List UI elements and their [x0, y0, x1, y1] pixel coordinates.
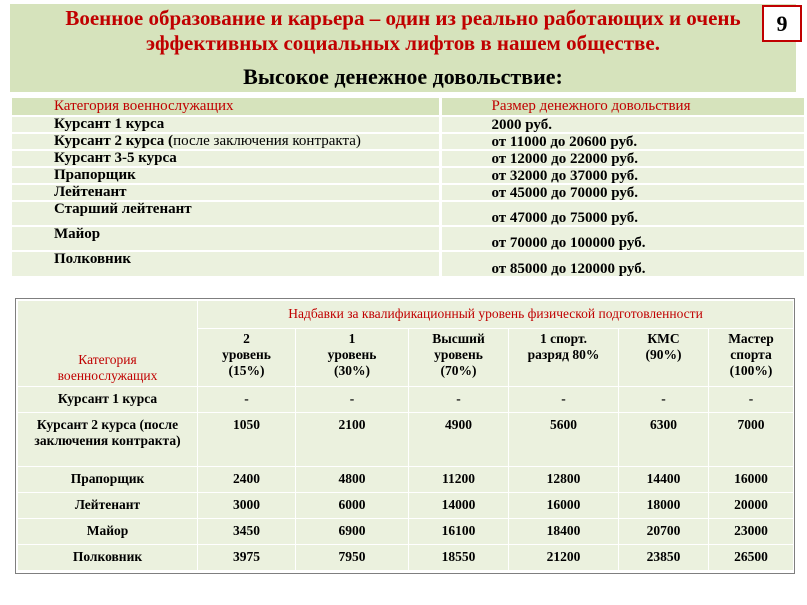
salary-header-category: Категория военнослужащих [12, 97, 440, 116]
bonus-value: 3450 [198, 519, 296, 545]
page-number-badge: 9 [762, 5, 802, 42]
salary-category-label: Старший лейтенант [54, 201, 192, 217]
bonus-value: 16100 [409, 519, 509, 545]
bonus-row-category: Лейтенант [18, 493, 198, 519]
bonus-header-category: Категория военнослужащих [18, 301, 198, 387]
bonus-value: - [198, 387, 296, 413]
salary-row [12, 251, 804, 277]
bonus-row [18, 493, 794, 519]
bonus-value: 2400 [198, 467, 296, 493]
bonus-value: - [509, 387, 619, 413]
bonus-value: 23850 [619, 545, 709, 571]
salary-row [12, 167, 804, 184]
salary-table-header [12, 97, 804, 116]
bonus-value: 4800 [296, 467, 409, 493]
bonus-value: - [296, 387, 409, 413]
bonus-value: 16000 [709, 467, 794, 493]
salary-category-label: Полковник [54, 251, 131, 267]
bonus-value: 14000 [409, 493, 509, 519]
salary-row [12, 201, 804, 226]
bonus-row-category: Полковник [18, 545, 198, 571]
bonus-column-header: Высший уровень (70%) [409, 329, 509, 387]
salary-amount: от 70000 до 100000 руб. [440, 226, 804, 251]
page-subtitle: Высокое денежное довольствие: [243, 64, 563, 89]
bonus-row-category: Курсант 1 курса [18, 387, 198, 413]
salary-category [12, 184, 440, 201]
bonus-column-header: КМС (90%) [619, 329, 709, 387]
bonus-header-group: Надбавки за квалификационный уровень физической подготовленности [198, 301, 794, 329]
salary-category [12, 150, 440, 167]
bonus-value: - [409, 387, 509, 413]
bonus-row [18, 467, 794, 493]
bonus-value: - [619, 387, 709, 413]
salary-category-label: Лейтенант [54, 184, 127, 200]
salary-category [12, 251, 440, 277]
bonus-row [18, 519, 794, 545]
bonus-value: 18550 [409, 545, 509, 571]
bonus-value: 18400 [509, 519, 619, 545]
salary-category [12, 201, 440, 226]
bonus-row-category: Майор [18, 519, 198, 545]
bonus-value: 2100 [296, 413, 409, 467]
bonus-column-header: 1 спорт. разряд 80% [509, 329, 619, 387]
bonus-value: 20000 [709, 493, 794, 519]
bonus-value: 11200 [409, 467, 509, 493]
bonus-value: 7950 [296, 545, 409, 571]
salary-category [12, 116, 440, 133]
salary-table [12, 96, 804, 278]
bonus-header-row [18, 301, 794, 329]
salary-amount: от 47000 до 75000 руб. [440, 201, 804, 226]
bonus-value: 3000 [198, 493, 296, 519]
bonus-value: 20700 [619, 519, 709, 545]
bonus-value: - [709, 387, 794, 413]
bonus-row-category: Курсант 2 курса (после заключения контракта) [18, 413, 198, 467]
salary-row [12, 226, 804, 251]
salary-category-label: Майор [54, 226, 101, 242]
bonus-row [18, 545, 794, 571]
bonus-column-header: 1 уровень (30%) [296, 329, 409, 387]
bonus-value: 16000 [509, 493, 619, 519]
bonus-value: 21200 [509, 545, 619, 571]
bonus-value: 6300 [619, 413, 709, 467]
bonus-table [17, 300, 794, 571]
bonus-column-header: Мастер спорта (100%) [709, 329, 794, 387]
page-title: Военное образование и карьера – один из реально работающих и очень эффективных социальных лифтов в нашем обществе. [65, 6, 741, 55]
salary-amount: от 45000 до 70000 руб. [440, 184, 804, 201]
bonus-value: 23000 [709, 519, 794, 545]
bonus-row [18, 413, 794, 467]
bonus-value: 4900 [409, 413, 509, 467]
bonus-row-category: Прапорщик [18, 467, 198, 493]
bonus-column-header: 2 уровень (15%) [198, 329, 296, 387]
salary-category-label: Курсант 2 курса ( [54, 133, 174, 149]
bonus-row [18, 387, 794, 413]
salary-row [12, 150, 804, 167]
salary-amount: от 85000 до 120000 руб. [440, 251, 804, 277]
salary-category [12, 226, 440, 251]
salary-row [12, 116, 804, 133]
salary-amount: от 12000 до 22000 руб. [440, 150, 804, 167]
bonus-value: 3975 [198, 545, 296, 571]
salary-category [12, 133, 440, 150]
bonus-value: 7000 [709, 413, 794, 467]
salary-amount: 2000 руб. [440, 116, 804, 133]
bonus-value: 6000 [296, 493, 409, 519]
bonus-value: 6900 [296, 519, 409, 545]
salary-category [12, 167, 440, 184]
salary-category-label: Прапорщик [54, 167, 136, 183]
salary-category-label: Курсант 3-5 курса [54, 150, 177, 166]
salary-category-note: после заключения контракта) [173, 133, 361, 149]
bonus-value: 1050 [198, 413, 296, 467]
salary-row [12, 184, 804, 201]
bonus-value: 26500 [709, 545, 794, 571]
salary-header-amount: Размер денежного довольствия [440, 97, 804, 116]
bonus-value: 14400 [619, 467, 709, 493]
bonus-value: 18000 [619, 493, 709, 519]
salary-row [12, 133, 804, 150]
bonus-value: 5600 [509, 413, 619, 467]
salary-amount: от 32000 до 37000 руб. [440, 167, 804, 184]
bonus-value: 12800 [509, 467, 619, 493]
salary-category-label: Курсант 1 курса [54, 116, 165, 132]
salary-amount: от 11000 до 20600 руб. [440, 133, 804, 150]
